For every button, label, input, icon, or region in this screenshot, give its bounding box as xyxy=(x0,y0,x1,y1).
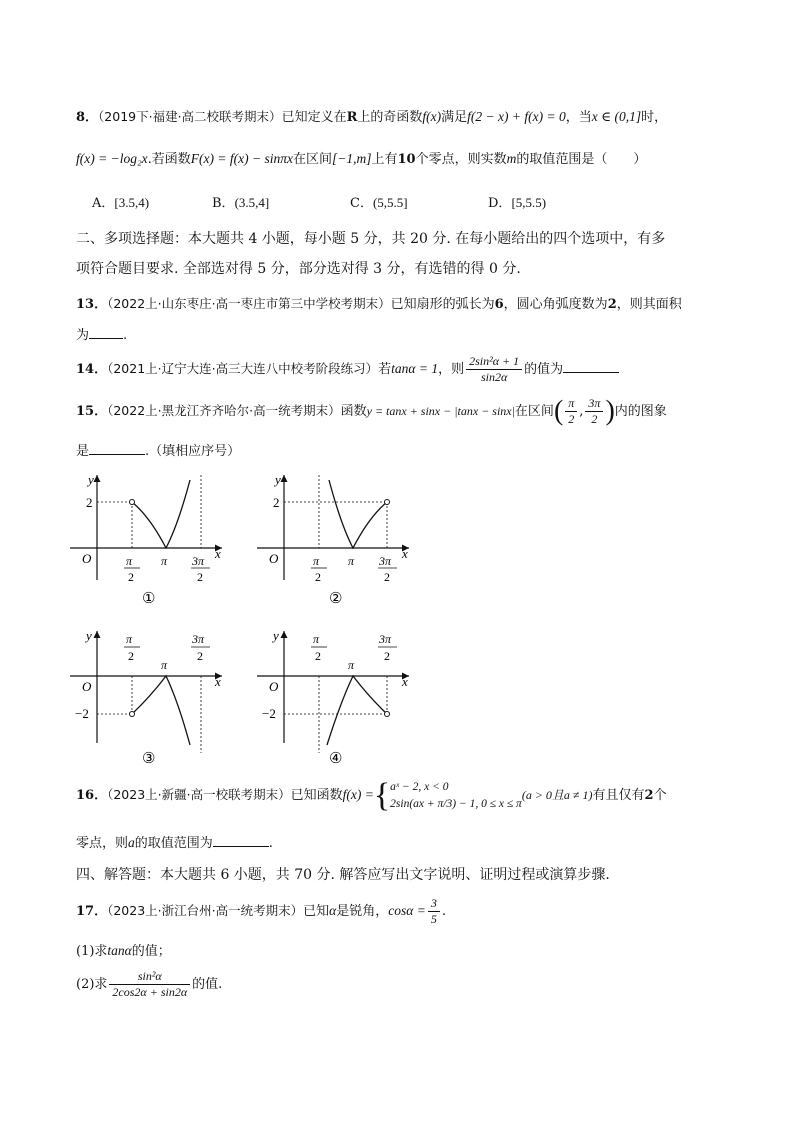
tick-3pi-over-2-num: 3π xyxy=(379,554,392,568)
q15-upper-bound xyxy=(585,396,603,427)
answer-blank[interactable] xyxy=(89,326,123,339)
tick-pi-over-2-num: π xyxy=(313,554,320,568)
graph-3 xyxy=(70,628,222,765)
x-axis-label: x xyxy=(215,674,221,689)
q13-line1 xyxy=(76,295,682,314)
q17-text: 是锐角， xyxy=(336,904,389,919)
q17-part2 xyxy=(76,968,222,1002)
q17-part1 xyxy=(76,942,171,961)
q16-text: 有且仅有 xyxy=(592,788,645,803)
tick-pi: π xyxy=(161,554,168,568)
case-2: 2sin(ax + π/3) − 1, 0 ≤ x ≤ π xyxy=(390,797,522,810)
curve xyxy=(132,480,190,548)
q8-cond: x ∈ (0,1] xyxy=(591,109,642,124)
q16-fx: f(x) = xyxy=(342,787,374,802)
q17-text: . xyxy=(441,904,446,919)
q13-number: 13． xyxy=(76,297,108,312)
fraction-denominator: 5 xyxy=(430,912,437,926)
q17-text: 已知 xyxy=(303,904,330,919)
q8-m: m xyxy=(506,151,517,166)
q14-source: （2021上·辽宁大连·高三大连八中校考阶段练习） xyxy=(107,361,379,376)
q16-two: 2 xyxy=(644,788,654,803)
tick-3pi-over-2-den: 2 xyxy=(384,570,390,584)
y-axis-label: y xyxy=(86,628,92,643)
graph-caption: ② xyxy=(329,591,343,607)
q16-line2 xyxy=(76,834,273,853)
q13-text: 已知扇形的弧长为 xyxy=(390,297,495,312)
y-tick-2: 2 xyxy=(273,495,280,510)
q8-interval: [−1,m] xyxy=(332,151,372,166)
q15-text: 内的图象 xyxy=(614,404,667,419)
option-label: A． xyxy=(92,196,115,211)
q15-text: .（填相应序号） xyxy=(145,444,241,459)
q14-text: 若 xyxy=(378,362,392,377)
y-axis-label: y xyxy=(88,472,94,487)
q17-cos: cosα = xyxy=(388,903,426,918)
q14-text: 的值为 xyxy=(524,362,564,377)
graph-4 xyxy=(257,628,409,765)
q8-option-b xyxy=(212,192,269,211)
option-value: [5,5.5) xyxy=(511,195,547,210)
graph-caption: ④ xyxy=(329,751,343,765)
q16-line1 xyxy=(76,773,667,818)
q8-text: 上有 xyxy=(371,152,398,167)
tick-pi-over-2-den: 2 xyxy=(315,570,321,584)
fraction-denominator: 2 xyxy=(591,412,598,426)
x-axis-label: x xyxy=(402,674,408,689)
q8-text: 在区间 xyxy=(292,152,332,167)
tick-3pi-over-2-num: 3π xyxy=(192,554,205,568)
curve xyxy=(327,676,387,745)
curve xyxy=(132,676,190,745)
q17-text: (1)求 xyxy=(76,944,108,959)
q13-source: （2022上·山东枣庄·高一枣庄市第三中学校考期末） xyxy=(107,296,391,311)
q15-text: 是 xyxy=(76,444,90,459)
q16-condition: (a > 0且a ≠ 1) xyxy=(521,788,593,802)
open-paren: ( xyxy=(553,395,564,427)
q13-six: 6 xyxy=(494,297,504,312)
tick-pi-over-2-num: π xyxy=(313,632,320,646)
tick-pi-over-2-den: 2 xyxy=(128,570,134,584)
q17-fraction xyxy=(109,969,190,1000)
q8-text: ，当 xyxy=(565,110,592,125)
open-point xyxy=(130,500,135,505)
fraction-denominator: sin2α xyxy=(480,370,508,384)
open-point xyxy=(385,500,390,505)
q17-text: 的值； xyxy=(131,944,171,959)
section2-line2: 项符合题目要求. 全部选对得 5 分，部分选对得 3 分，有选错的得 0 分. xyxy=(76,261,521,277)
q8-ten: 10 xyxy=(397,152,416,167)
q15-source: （2022上·黑龙江齐齐哈尔·高一统考期末） xyxy=(107,403,341,418)
y-tick-neg2: −2 xyxy=(75,706,89,721)
q16-text: 个 xyxy=(653,788,667,803)
q16-text: 的取值范围为 xyxy=(134,836,213,851)
x-axis-label: x xyxy=(402,546,408,561)
option-label: D． xyxy=(488,196,512,211)
graph-1 xyxy=(70,472,222,607)
origin-label: O xyxy=(269,679,279,694)
q14-cond: tanα = 1 xyxy=(391,361,439,376)
q15-line2 xyxy=(76,442,240,461)
tick-pi: π xyxy=(161,658,168,672)
q8-Fx: F(x) = f(x) − sinπx xyxy=(190,151,293,166)
curve xyxy=(329,480,387,548)
graph-caption: ③ xyxy=(142,751,156,765)
q15-text: 函数 xyxy=(340,404,367,419)
tick-pi-over-2-num: π xyxy=(126,632,133,646)
q15-function: y = tanx + sinx − |tanx − sinx| xyxy=(366,404,515,418)
q8-option-a xyxy=(92,192,149,211)
option-value: [3.5,4) xyxy=(114,195,150,210)
q13-text: ，则其面积 xyxy=(616,297,682,312)
q17-tan: tanα xyxy=(107,943,132,958)
fraction-numerator: π xyxy=(565,396,577,412)
q17-line1 xyxy=(76,894,446,929)
q8-text: 个零点，则实数 xyxy=(415,152,507,167)
tick-3pi-over-2-den: 2 xyxy=(197,649,203,663)
q8-fx: f(x) xyxy=(422,109,442,124)
q13-text: 为 xyxy=(76,328,90,343)
q8-text: 满足 xyxy=(441,110,468,125)
q8-eq1: f(2 − x) + f(x) = 0 xyxy=(467,109,566,124)
y-tick-2: 2 xyxy=(86,495,93,510)
q8-text: 上的奇函数 xyxy=(357,110,423,125)
case-1: aˣ − 2, x < 0 xyxy=(390,780,449,793)
origin-label: O xyxy=(269,551,279,566)
graph-2 xyxy=(257,472,409,607)
q8-line2 xyxy=(76,150,646,169)
q16-cases xyxy=(390,779,522,813)
q17-text: 的值. xyxy=(192,977,223,992)
option-label: B． xyxy=(212,196,235,211)
q15-line1: 15．（2022上·黑龙江齐齐哈尔·高一统考期末）函数y = tanx + sinx − |tanx − sinx|在区间( $\frac{\pi}{2}$ , $\frac{3\pi}{2}$ )内的图象 xyxy=(76,395,667,427)
option-value: (5,5.5] xyxy=(372,195,408,210)
origin-label: O xyxy=(82,551,92,566)
q16-text: 已知函数 xyxy=(290,788,343,803)
q8-text: .若函数 xyxy=(147,152,191,167)
q17-text: (2)求 xyxy=(76,977,108,992)
y-axis-label: y xyxy=(275,472,281,487)
option-label: C． xyxy=(350,196,373,211)
x-axis-label: x xyxy=(215,546,221,561)
q16-number: 16． xyxy=(76,788,108,803)
q8-number: 8． xyxy=(76,110,99,125)
tick-pi: π xyxy=(348,554,355,568)
tick-3pi-over-2-num: 3π xyxy=(192,632,205,646)
tick-3pi-over-2-den: 2 xyxy=(197,570,203,584)
fraction-numerator: sin²α xyxy=(109,969,190,985)
q15-text: 在区间 xyxy=(514,404,554,419)
answer-blank[interactable] xyxy=(213,834,269,847)
q8-text: 时， xyxy=(641,110,668,125)
graph-caption: ① xyxy=(142,591,156,607)
q13-text: ，圆心角弧度数为 xyxy=(503,297,608,312)
q14-text: ，则 xyxy=(438,362,465,377)
q8-log-eq: f(x) = −log₂x xyxy=(76,151,148,166)
section4-heading: 四、解答题：本大题共 6 小题，共 70 分. 解答应写出文字说明、证明过程或演算步骤. xyxy=(76,867,610,883)
tick-pi-over-2-den: 2 xyxy=(128,649,134,663)
q17-alpha: α xyxy=(329,903,337,918)
q13-line2 xyxy=(76,326,127,345)
q8-text: 的取值范围是（ ） xyxy=(516,152,647,167)
q15-number: 15． xyxy=(76,404,108,419)
q8-source: （2019下·福建·高二校联考期末） xyxy=(98,109,282,124)
q8-option-c xyxy=(350,192,408,211)
q16-a: a xyxy=(128,835,135,850)
tick-pi: π xyxy=(348,658,355,672)
fraction-numerator: 2sin²α + 1 xyxy=(466,354,522,370)
section2-line1: 二、多项选择题：本大题共 4 小题，每小题 5 分，共 20 分. 在每小题给出的四个选项中，有多 xyxy=(76,231,666,247)
q8-R: R xyxy=(346,110,358,125)
fraction-numerator: 3π xyxy=(585,396,603,412)
fraction-denominator: 2cos2α + sin2α xyxy=(112,985,188,999)
tick-3pi-over-2-den: 2 xyxy=(384,649,390,663)
q15-graphs xyxy=(60,465,440,765)
answer-blank[interactable] xyxy=(89,442,145,455)
q13-text: . xyxy=(123,328,128,343)
fraction-denominator: 2 xyxy=(568,412,575,426)
answer-blank[interactable] xyxy=(563,360,619,373)
fraction-numerator: 3 xyxy=(428,896,440,912)
q17-number: 17． xyxy=(76,904,108,919)
tick-pi-over-2-den: 2 xyxy=(315,649,321,663)
option-value: (3.5,4] xyxy=(234,195,270,210)
y-tick-neg2: −2 xyxy=(262,706,276,721)
cases-brace: { xyxy=(373,776,391,814)
tick-pi-over-2-num: π xyxy=(126,554,133,568)
q14-fraction xyxy=(466,354,522,385)
q13-two: 2 xyxy=(607,297,617,312)
open-point xyxy=(385,712,390,717)
q16-text: 零点，则 xyxy=(76,836,129,851)
q17-source: （2023上·浙江台州·高一统考期末） xyxy=(107,903,304,918)
close-paren: ) xyxy=(605,395,615,427)
q16-text: . xyxy=(268,836,273,851)
q14-number: 14． xyxy=(76,362,108,377)
q16-source: （2023上·新疆·高一校联考期末） xyxy=(107,787,291,802)
open-point xyxy=(130,712,135,717)
q8-option-d xyxy=(488,192,546,211)
q17-cos-fraction xyxy=(428,896,440,927)
q15-lower-bound xyxy=(565,396,577,427)
q8-text: 已知定义在 xyxy=(281,110,347,125)
tick-3pi-over-2-num: 3π xyxy=(379,632,392,646)
origin-label: O xyxy=(82,679,92,694)
y-axis-label: y xyxy=(273,628,279,643)
q14-line xyxy=(76,354,619,385)
q8-line1 xyxy=(76,108,667,127)
